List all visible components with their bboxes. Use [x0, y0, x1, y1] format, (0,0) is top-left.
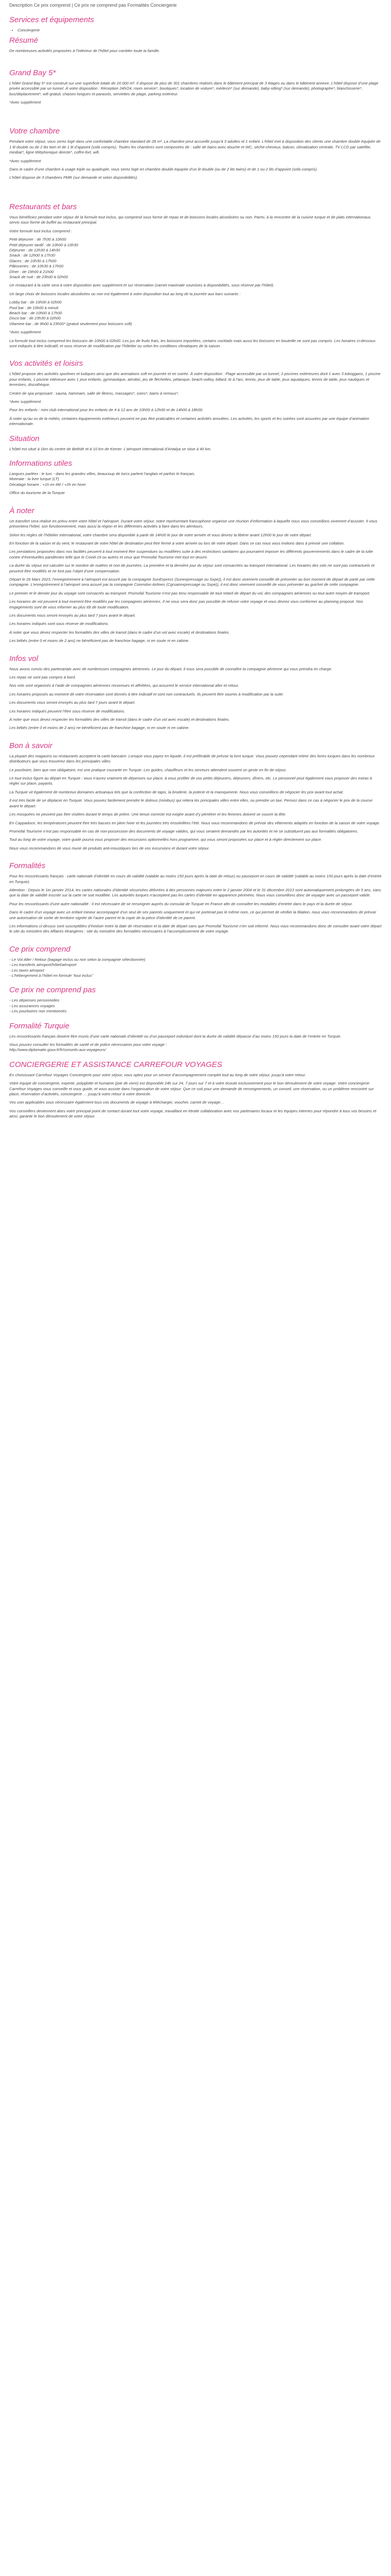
resume-text: De nombreuses activités proposées à l’intérieur de l’hôtel pour combler toute la famille.: [9, 48, 160, 54]
flight-text-5: Les documents vous seront envoyés au plus tard 7 jours avant le départ.: [9, 700, 136, 705]
price-includes-text: - Le Vol Aller / Retour (bagage inclus ou non selon la compagnie sélectionnée) - Les transferts aéroport/hôtel/aéroport - Les taxes aéroport - L’hébergement à l’hôtel en formule “tout inclus”: [9, 957, 145, 978]
note-text-8: Les horaires de vol peuvent à tout moment être modifiés par les compagnies aériennes. Il ne vous sera donc pas possible de refuser votre voyage et vous devrez vous conformer au planning proposé. Nos engagements sont de vous informer au plus tôt de toute modification.: [9, 599, 363, 609]
turkey-formalities-text: Les ressortissants français doivent être munis d’une carte nationale d’identité ou d’un passeport individuel dont la durée de validité dépasse d’au moins 150 jours la date de l’entrée en Turquie.: [9, 1033, 341, 1039]
activities-text-2: Centre de spa proposant : sauna, hammam, salle de fitness, massages*, soins*, bains à remous*.: [9, 391, 179, 396]
room-title: Votre chambre: [9, 127, 60, 136]
hotel-title: Grand Bay 5*: [9, 68, 56, 77]
room-note: *Avec supplément: [9, 158, 41, 163]
activities-text-4: À noter qu’au vu de la météo, certaines équipements extérieurs peuvent ne pas être praticables et certaines activités annulées. Les activités, les sports et les soirées sont assurées par une équipe d’animation internationale.: [9, 416, 369, 427]
note-text-11: À noter que vous devez respecter les formalités des villes de transit (dans le cadre d’un vol avec escale) et destinations finales.: [9, 630, 230, 635]
concierge-text-4: Vos conseillers deviennent alors votre principal point de contact durant tout votre voyage, travaillant en étroite collaboration avec nos partenaires locaux et les équipes internes pour répondre à tous vos besoins et ainsi, garantir le bon déroulement de votre séjour.: [9, 1108, 377, 1119]
room-text-2: Dans le cadre d’une chambre à usage triple ou quadruple, vous serez logé en chambre double équipée d’un lit double (ou de 2 lits twins) et de 1 ou 2 lits d’appoint (sofa compris).: [9, 167, 318, 172]
flight-text-7: À noter que vous devez respecter les formalités des villes de transit (dans le cadre d’un vol avec escale) et destinations finales.: [9, 717, 230, 722]
formalities-text-3: Pour les ressortissants d’une autre nationalité : il est nécessaire de se renseigner auprès du consulat de Turquie en France afin de connaître les modalités d’entrée dans le pays et la durée de séjour.: [9, 901, 353, 906]
flight-text-8: Les bébés (entre 0 et moins de 2 ans) ne bénéficient pas de franchise bagage, ni en soute ni en cabine.: [9, 725, 190, 731]
flight-text-6: Les horaires indiqués peuvent l’être sous réserve de modifications.: [9, 708, 125, 714]
services-list: [9, 28, 382, 33]
formalities-text-1: Pour les ressortissants français : carte nationale d’identité en cours de validité (valable au moins 150 jours après la date de retour) ou passeport en cours de validité (valable au moins 150 jours après la date d’entrée en Turquie).: [9, 874, 382, 884]
restaurants-text-7: La formule tout inclus comprend les boissons de 10h00 à 02h00. Les jus de fruits frais, les boissons importées, certains cocktails mais aussi les boissons en bouteille ne sont pas compris. Les horaires ci-dessous sont indiqués à titre indicatif, et sous réserve de modification par l’hôtelier ou selon les conditions climatiques de la saison.: [9, 338, 376, 348]
note-title: À noter: [9, 506, 35, 515]
flight-text-2: Les repas ne sont pas compris à bord.: [9, 675, 76, 680]
note-text-4: Les prestations proposées dans nos facilités peuvent à tout moment être suspendues ou modifiées suite à des restrictions sanitaires qui pourraient imposer les différents gouvernements dans le cadre de la lutte contre d’éventuelles pandémies telle que le Covid-19 ou autres et ceux que Promofal Tourisme met tout en œuvre.: [9, 549, 373, 560]
room-text-3: L’hôtel dispose de 3 chambres PMR (sur demande et selon disponibilités).: [9, 175, 138, 180]
note-text-5: La durée du séjour est calculée sur le nombre de nuitées et non de journées. La première et la dernière jour du séjour sont consacrées au transport international. Les horaires des vols ne sont pas contractuels et peuvent être modifiés et ne font pas l’objet d’une compensation.: [9, 563, 374, 573]
formalities-text-5: Les informations ci-dessus sont susceptibles d’évoluer entre la date de réservation et la date de départ sans que Promofal Tourisme n’en soit informé. Nous vous recommandons donc de consulter avant votre départ le site du ministère des Affaires étrangères : site du ministère des formalités nécessaires à l’accomplissement de votre voyage.: [9, 923, 382, 934]
concierge-text-1: En choisissant Carrefour Voyages Conciergerie pour votre séjour, vous optez pour un service d’accompagnement complet tout au long de votre séjour, jusqu’à votre retour.: [9, 1072, 306, 1077]
formalities-text-4: Dans le cadre d’un voyage avec un enfant mineur accompagné d’un seul de ses parents uniquement et qui ne porterait pas le même nom, ce qui permet de vérifier la filiation, nous vous recommandons de prévoir une autorisation de sortie de territoire signée de l’autre parent et la copie de la pièce d’identité de ce parent.: [9, 910, 377, 920]
restaurants-text: Vous bénéficiez pendant votre séjour de la formule tout inclus, qui comprend sous forme de repas et de boissons locales alcoolisées ou non. Parmi, à la rencontre de la cuisine turque et de plats internationaux, servis sous forme de buffet au restaurant principal.: [9, 214, 372, 225]
hotel-note: *Avec supplément: [9, 100, 41, 105]
price-includes-title: Ce prix comprend: [9, 944, 71, 954]
good-to-know-text-7: En Cappadoce, les températures peuvent être très basses en plein hiver et les journées très ensoleillées l’été. Nous vous recommandons de prévoir des vêtements adaptés en fonction de la saison de votre voyage.: [9, 820, 380, 825]
list-item: • Conciergerie: [18, 28, 382, 33]
good-to-know-text-9: Tout au long de votre voyage, votre guide pourra vous proposer des excursions optionnelles hors programme, qui vous seront proposées sur place et à régler directement sur place.: [9, 837, 322, 842]
useful-info-title: Informations utiles: [9, 459, 72, 468]
good-to-know-title: Bon à savoir: [9, 741, 53, 750]
tourism-office-link[interactable]: Office du tourisme de la Turquie: [9, 490, 65, 496]
restaurants-title: Restaurants et bars: [9, 202, 77, 211]
resume-title: Résumé: [9, 36, 38, 45]
useful-info-text: Langues parlées : le turc - dans les grandes villes, beaucoup de turcs parlent l’anglais et parfois le français. Monnaie : la livre turque (LT) Décalage horaire : +1h en été / +2h en hiver: [9, 471, 196, 487]
note-text-10: Les horaires indiqués sont sous réserve de modifications.: [9, 621, 109, 626]
activities-title: Vos activités et loisirs: [9, 359, 83, 368]
flight-info-title: Infos vol: [9, 654, 38, 663]
activities-text: L’hôtel propose des activités sportives et ludiques ainsi que des animations soft en journée et en soirée. À votre disposition : Plage accessible par un tunnel, 2 piscines extérieures dont 1 avec 3 toboggans, 1 piscine pour enfants, 1 piscine intérieure avec 1 jeux enfants, gymnastique, aérobic, jeu de fléchettes, pétanque, beach-volley, billard, tir à l’arc, tennis, jeux de table, jeux aquatiques, tennis de table, jeux nautiques et terrestres, discothèque.: [9, 371, 381, 387]
flight-text-4: Les horaires proposés au moment de votre réservation sont donnés à titre indicatif et sont non contractuels. Ils peuvent être soumis à modification par la suite.: [9, 691, 284, 697]
price-excludes-text: - Les dépenses personnelles - Les assurances voyages - Les pourboires non mentionnés: [9, 998, 67, 1014]
good-to-know-text-2: Le pourboire, bien que non obligatoire, est une pratique courante en Turquie. Les guides, chauffeurs et les serveurs attendent souvent un geste en fin de séjour.: [9, 767, 287, 772]
formalities-title: Formalités: [9, 861, 46, 871]
price-excludes-title: Ce prix ne comprend pas: [9, 986, 96, 995]
services-title: Services et équipements: [9, 15, 94, 24]
formalities-text-2: Attention : Depuis le 1er janvier 2014, les cartes nationales d’identité sécurisées délivrées à des personnes majeures entre le 2 janvier 2004 et le 31 décembre 2013 sont automatiquement prolongées de 5 ans, sans que la date de validité inscrite sur la carte ne soit modifiée. Les autorités turques n’acceptent pas les cartes d’identité en apparence périmées. Nous vous conseillons donc de voyager avec un passeport valide.: [9, 887, 381, 898]
note-text-9: Les documents nous seront envoyés au plus tard 7 jours avant le départ.: [9, 613, 136, 618]
turkey-formalities-link[interactable]: Vous pouvez consulter les formalités de santé et de police nécessaires pour votre voyage : http://www.diplomatie.gouv.fr/fr/conseils-aux-voyageurs/: [9, 1042, 167, 1053]
restaurants-text-4: Un restaurant à la carte sera à votre disposition avec supplément et sur réservation (carnet maximale soumises à disponibilités, sous réserve par l’hôtel).: [9, 283, 274, 288]
flight-text-3: Nos vols sont organisés à l’aide de compagnies aériennes reconnues et affrétées, qui assurent le service international aller et retour.: [9, 683, 239, 688]
flight-text-1: Nous avons conclu des partenariats avec de nombreuses compagnies aériennes. Le jour du départ, il vous sera possible de connaître la compagnie aérienne qui vous prendra en charge.: [9, 666, 333, 671]
restaurants-text-2: Votre formule tout inclus comprend :: [9, 228, 72, 233]
situation-text: L’hôtel est situé à 1km du centre de Belédé et à 10 km de Kemer. L’aéroport international d’Antalya se situe à 40 km.: [9, 446, 211, 451]
room-text: Pendant votre séjour, vous serez logé dans une confortable chambre standard de 28 m². La chambre peut accueillir jusqu’à 3 adultes et 1 enfant. L’hôtel met à disposition des clients une chambre double équipée de 1 lit double ou de 2 lits twin et de 1 lit d’appoint (sofa compris). Toutes les chambres sont composées de : salle de bains avec douche et WC, sèche-cheveux, balcon, climatisation centrale, TV LCD par satellite, minibar*, ligne téléphonique directe*, coffre-fort, wifi.: [9, 139, 381, 155]
breadcrumb[interactable]: Description Ce prix comprend | Ce prix ne comprend pas Formalités Conciergerie: [9, 3, 177, 8]
good-to-know-text-5: Il est très facile de se déplacer en Turquie. Vous pouvez facilement prendre le dolmus (minibus) qui reliera les principales villes entre elles, ou prendre un taxi. Pensez dans ce cas à négocier le prix de la course avant le départ.: [9, 798, 373, 808]
page: [0, 0, 391, 1143]
turkey-formalities-title: Formalité Turquie: [9, 1021, 70, 1030]
activities-text-3: Pour les enfants : mini club international pour les enfants de 4 à 12 ans de 10h00 à 12h00 et de 14h00 à 18h00.: [9, 408, 204, 413]
good-to-know-text-8: Promofal Tourisme n’est pas responsable en cas de non-possession des documents de voyage valides, qui vous seraient demandés par les autorités et ne se substituent pas aux formalités obligatoires.: [9, 828, 359, 834]
bars-hours: Lobby bar : de 10h00 à 02h00 Pool bar : de 10h00 à minuit Beach bar : de 10h00 à 17h00 Disco bar : de 23h30 à 02h00 Vitamine bar : de 9h00 à 23h00* (gratuit seulement pour boissons soft): [9, 300, 132, 326]
good-to-know-text-1: La plupart des magasins ou restaurants acceptent la carte bancaire. Lorsque vous payez en liquide, il est préférable de prévoir la livre turque. Vous pouvez cependant retirer des livres turques dans les nombreux distributeurs que vous trouverez dans les principales villes.: [9, 753, 375, 764]
restaurants-text-5: Un large choix de boissons locales alcoolisées ou non est également à votre disposition tout au long de la journée aux bars suivants :: [9, 291, 241, 296]
good-to-know-text-3: Le tout inclus figure au départ en Turquie : vous n’aurez vraiment de dépenses sur place, à vous profiter de vos petits déjeuners, déjeuners, dîners, etc. Le personnel peut également vous proposer des extras à régler sur place, payants.: [9, 776, 372, 786]
concierge-title: CONCIERGERIE ET ASSISTANCE CARREFOUR VOYAGES: [9, 1060, 222, 1069]
restaurants-hours: Petit déjeuner : de 7h30 à 10h00 Petit déjeuner tardif : de 10h00 à 10h30 Déjeuner : de 12h30 à 14h30 Snack : de 12h00 à 17h30 Glaces : de 10h30 à 17h00 Pâtisseries : de 10h30 à 17h00 Dîner : de 19h00 à 21h00 Snack de nuit : de 23h00 à 02h00: [9, 237, 78, 279]
note-text-3: En fonction de la saison et du vent, le restaurant de votre hôtel de destination peut être fermé à votre arrivée ou lors de votre départ. Dans ce cas nous vous invitons dans à prévoir une collation.: [9, 540, 345, 546]
note-text-7: Le premier et le dernier jour du voyage sont consacrés au transport. Promofal Tourisme n’est pas tenu responsable de tout retard de départ du vol, des compagnies aériennes ou tout autre moyen de transport.: [9, 590, 371, 596]
good-to-know-text-10: Nous vous recommandons de vous munir de produits anti-moustiques lors de vos excursions et durant votre séjour.: [9, 845, 210, 851]
good-to-know-text-6: Les mosquées ne peuvent pas être visitées durant le temps de prière. Une tenue correcte est exigée avant d’y pénétrer et les femmes doivent se couvrir la tête.: [9, 812, 286, 817]
concierge-text-3: Vos voix applicables sous nécessaire également tous vos documents de voyage à télécharger, voucher, carnet de voyage…: [9, 1100, 224, 1105]
situation-title: Situation: [9, 434, 40, 443]
note-text-2: Selon les règles de l’hôtelier international, votre chambre sera disponible à partir de 14h00 le jour de votre arrivée et vous devrez la libérer avant 12h00 le jour de votre départ.: [9, 532, 312, 537]
hotel-text: L’hôtel Grand Bay 5* est construit sur une superficie totale de 20 000 m². Il dispose de plus de 301 chambres réalisés dans le bâtiment principal de 3 étages ou dans le bâtiment annexe. L’hôtel dispose d’une plage privée accessible par un tunnel. À votre disposition : Réception 24h/24, room service*, boutiques*, location de voiture*, médecin* (sur demande), baby-sitting* (sur demande), photographe*, blanchisserie*, bus/déplacement*, wifi gratuit, chaises longues et parasols, serviettes de plage, parking extérieur.: [9, 80, 379, 96]
restaurants-note: *Avec supplément: [9, 330, 41, 335]
note-text-12: Les bébés (entre 0 et moins de 2 ans) ne bénéficient pas de franchise bagage, ni en soute ni en cabine.: [9, 638, 190, 643]
good-to-know-text-4: La Turquie vit également de nombreux domaines artisanaux tels que la confection de tapis, la broderie, la poterie et la maroquinerie. Nous vous conseillons de négocier les prix avant tout achat.: [9, 789, 344, 794]
concierge-text-2: Votre équipe de conciergerie, experte, polyglotte et humaine (joie de vivre) est disponible 24h sur 24, 7 jours sur 7 et à votre écoute exclusivement pour le bon déroulement de votre voyage. Votre conciergerie Carrefour Voyages vous conseille et vous guide, et vous assiste dans l’organisation de votre séjour. Que ce soit pour une demande de renseignements, un conseil, une réservation, ou un problème rencontré sur place, réservation d’activités, conciergerie … jusqu’à votre retour à votre domicile.: [9, 1081, 374, 1097]
activities-note: *Avec supplément: [9, 399, 41, 404]
note-text-6: Départ le 26 Mars 2023, l’enregistrement à l’aéroport est assuré par la compagnie SunExpress (Sunexpressage ou Sxpe)), il est donc vivement conseillé de présenter au bon moment de départ de partir par cette compagnie. L’enregistrement à l’aéroport sera assuré par la compagnie Corendon Airlines (Cgrsairexpressage ou Sxpe)), il est donc vivement conseillé de vous présenter au guichet de cette compagnie.: [9, 577, 375, 587]
note-text-1: Un transfert sera réalisé en prévu entre votre hôtel et l’aéroport. Durant votre séjour, notre représentant francophone organise une réunion d’information à laquelle nous vous conseillons vivement d’assister. Il vous présentera l’hôtel, son fonctionnement, mais aussi la région et les différentes activités à faire dans les alentours.: [9, 518, 378, 529]
